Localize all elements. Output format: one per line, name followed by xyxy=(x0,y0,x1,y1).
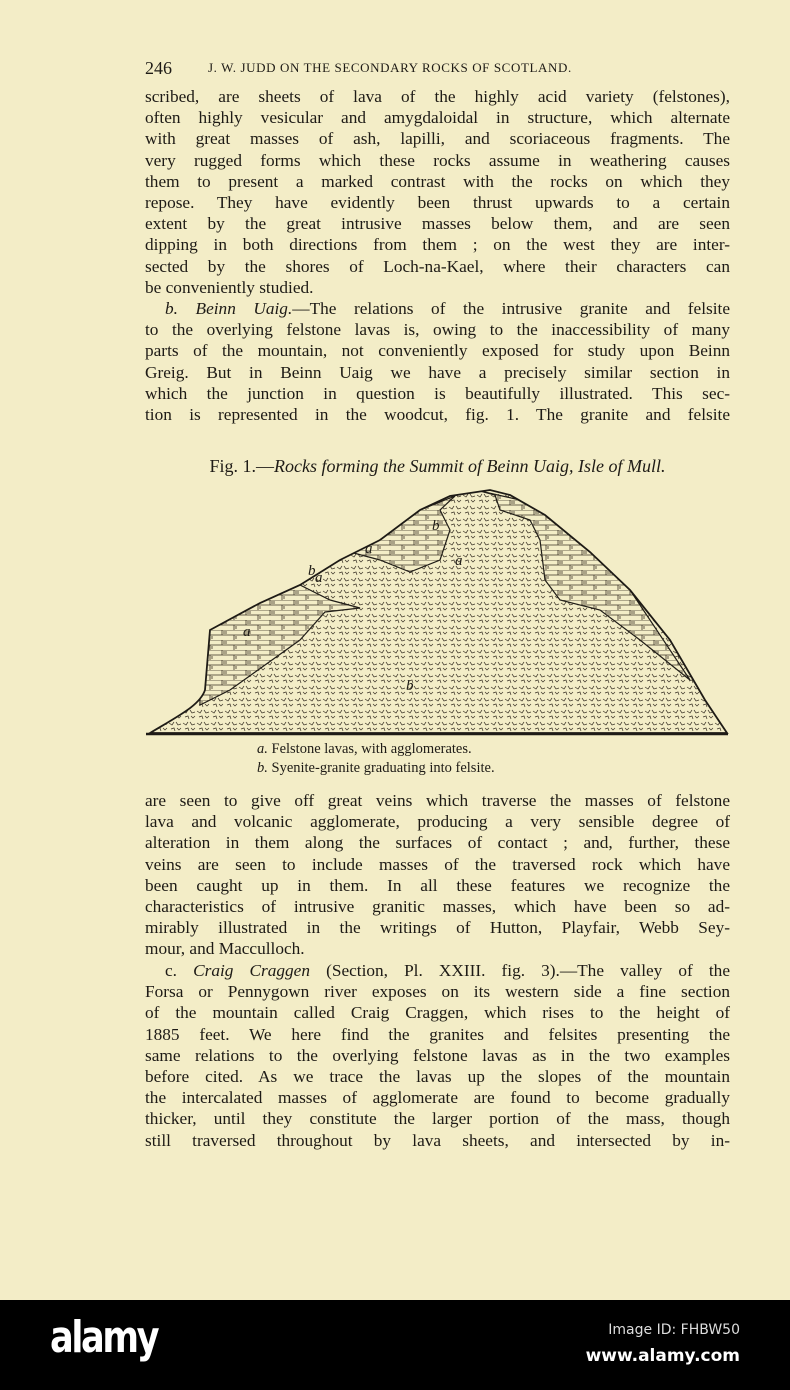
legend-item xyxy=(257,759,495,778)
figure-number: Fig. 1.— xyxy=(209,456,275,476)
text-line: are seen to give off great veins which traverse the masses of felstone xyxy=(145,791,730,810)
running-head: J. W. JUDD ON THE SECONDARY ROCKS OF SCOTLAND. xyxy=(208,60,572,75)
label-a: a xyxy=(455,553,463,569)
paragraph-2 xyxy=(145,298,730,425)
legend-key: b. xyxy=(257,760,268,776)
text-line: to the overlying felstone lavas is, owing to the inaccessibility of many xyxy=(145,320,730,340)
label-a: a xyxy=(315,570,323,586)
text-line: characteristics of intrusive granitic masses, which have been so ad- xyxy=(145,896,730,916)
text-line: repose. They have evidently been thrust upwards to a certain xyxy=(145,192,730,212)
text-line: very rugged forms which these rocks assume in weathering causes xyxy=(145,150,730,170)
text-line: alteration in them along the surfaces of contact ; and, further, these xyxy=(145,833,730,853)
label-b: b xyxy=(432,518,440,534)
text-line: mour, and Macculloch. xyxy=(145,939,305,959)
text-line: tion is represented in the woodcut, fig. 1. The granite and felsite xyxy=(145,404,730,424)
text-line: with great masses of ash, lapilli, and scoriaceous fragments. The xyxy=(145,129,730,149)
text-line: mirably illustrated in the writings of Hutton, Playfair, Webb Sey- xyxy=(145,918,730,938)
text-line xyxy=(145,298,730,319)
label-b: b xyxy=(308,563,316,579)
label-a: a xyxy=(365,541,373,557)
text-line: dipping in both directions from them ; on the west they are inter- xyxy=(145,235,730,255)
text-line: before cited. As we trace the lavas up the slopes of the mountain xyxy=(145,1066,730,1086)
text-span: (Section, Pl. XXIII. fig. 3).—The valley of the xyxy=(309,961,730,980)
text-line: extent by the great intrusive masses below them, and are seen xyxy=(145,214,730,234)
text-line: be conveniently studied. xyxy=(145,277,314,297)
text-line: still traversed throughout by lava sheets, and intersected by in- xyxy=(145,1130,730,1150)
text-line: which the junction in question is beautifully illustrated. This sec- xyxy=(145,383,730,403)
text-line: parts of the mountain, not conveniently exposed for study upon Beinn xyxy=(145,341,730,361)
text-line: veins are seen to include masses of the traversed rock which have xyxy=(145,854,730,874)
text-line: sected by the shores of Loch-na-Kael, where their characters can xyxy=(145,256,730,276)
text-line: often highly vesicular and amygdaloidal in structure, which alternate xyxy=(145,108,730,128)
figure-caption xyxy=(145,456,730,477)
text-line: the intercalated masses of agglomerate are found to become gradually xyxy=(145,1088,730,1108)
alamy-logo: alamy xyxy=(50,1312,158,1363)
text-line: Greig. But in Beinn Uaig we have a precisely similar section in xyxy=(145,362,730,382)
paragraph-1 xyxy=(145,86,730,298)
text-span: c. xyxy=(165,961,194,980)
section-heading: Craig Craggen xyxy=(193,961,310,980)
text-line xyxy=(145,960,730,981)
text-line: 1885 feet. We here find the granites and felsites presenting the xyxy=(145,1024,730,1044)
watermark-footer xyxy=(0,1300,790,1390)
text-line: same relations to the overlying felstone lavas as in the two examples xyxy=(145,1045,730,1065)
page-header xyxy=(145,58,730,80)
legend-key: a. xyxy=(257,741,268,757)
text-line: them to present a marked contrast with the rocks on which they xyxy=(145,171,730,191)
text-span: —The relations of the intrusive granite and felsite xyxy=(292,299,730,318)
legend-text: Syenite-granite graduating into felsite. xyxy=(271,760,495,776)
figure-legend xyxy=(257,740,495,778)
legend-text: Felstone lavas, with agglomerates. xyxy=(271,741,472,757)
page-number: 246 xyxy=(145,58,172,78)
paragraph-3 xyxy=(145,790,730,960)
label-a: a xyxy=(243,624,251,640)
legend-item xyxy=(257,740,495,759)
text-line: scribed, are sheets of lava of the highly acid variety (felstones), xyxy=(145,87,730,106)
label-b: b xyxy=(406,678,414,694)
image-id: Image ID: FHBW50 xyxy=(608,1322,740,1338)
text-line: Forsa or Pennygown river exposes on its western side a fine section xyxy=(145,982,730,1002)
text-line: been caught up in them. In all these features we recognize the xyxy=(145,875,730,895)
paragraph-4 xyxy=(145,960,730,1151)
text-line: thicker, until they constitute the larger portion of the mass, though xyxy=(145,1109,730,1129)
figure-title: Rocks forming the Summit of Beinn Uaig, Isle of Mull. xyxy=(274,456,666,476)
section-heading: b. Beinn Uaig. xyxy=(165,299,293,318)
text-line: lava and volcanic agglomerate, producing a very sensible degree of xyxy=(145,812,730,832)
mountain-section-woodcut xyxy=(145,488,730,738)
site-url: www.alamy.com xyxy=(585,1346,740,1366)
text-line: of the mountain called Craig Craggen, which rises to the height of xyxy=(145,1003,730,1023)
